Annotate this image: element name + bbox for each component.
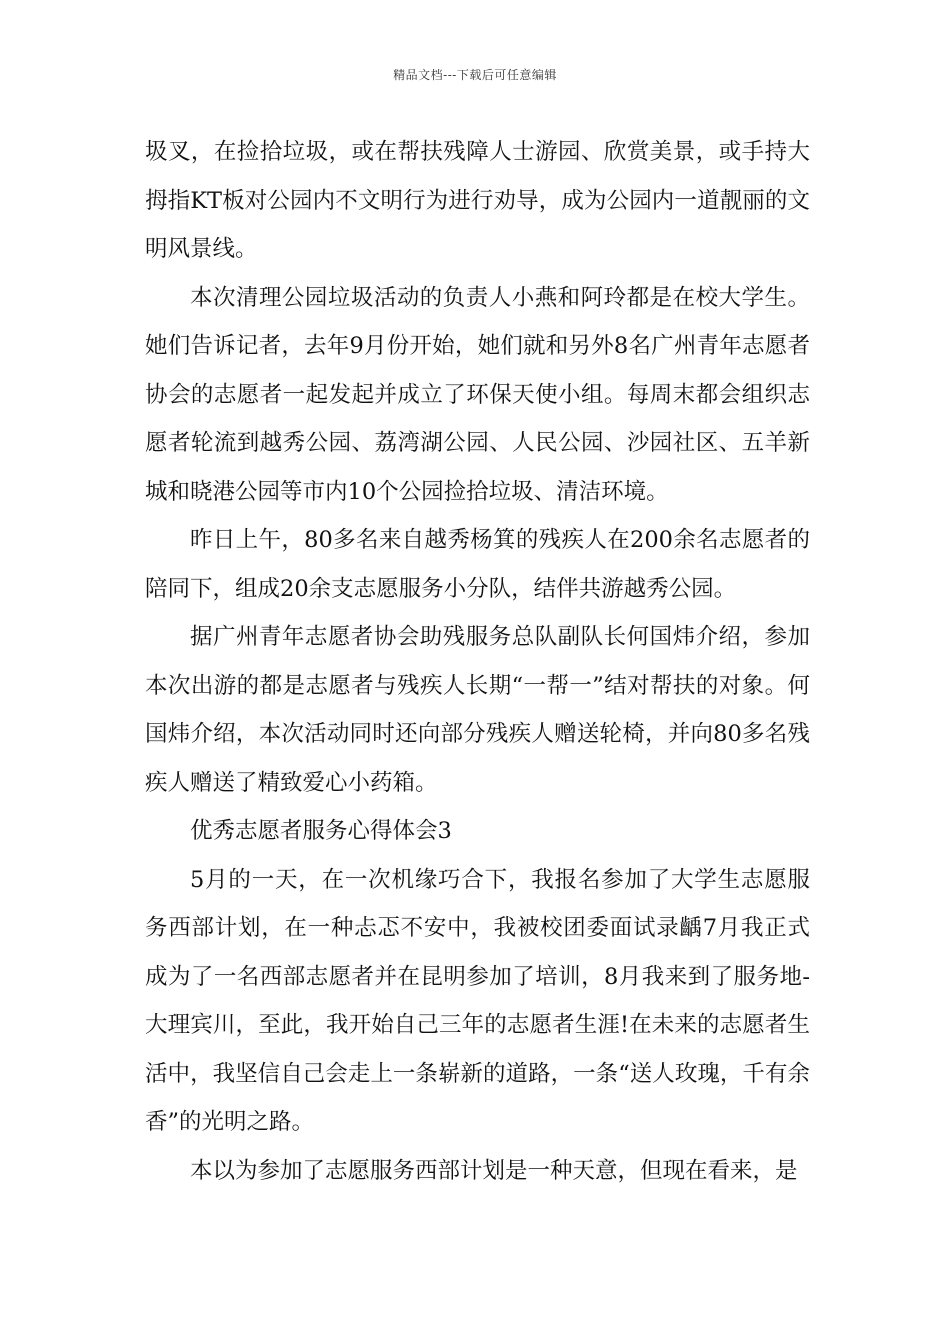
paragraph-5: 5月的一天，在一次机缘巧合下，我报名参加了大学生志愿服务西部计划，在一种忐忑不安中，我被校团委面试录齲7月我正式成为了一名西部志愿者并在昆明参加了培训，8月我来到了服务地-大理宾川，至此，我开始自己三年的志愿者生涯!在未来的志愿者生活中，我坚信自己会走上一条崭新的道路，一条“送人玫瑰，千有余香”的光明之路。 bbox=[145, 866, 810, 1135]
paragraph-2: 本次清理公园垃圾活动的负责人小燕和阿玲都是在校大学生。她们告诉记者，去年9月份开始，她们就和另外8名广州青年志愿者协会的志愿者一起发起并成立了环保天使小组。每周末都会组织志愿者轮流到越秀公园、荔湾湖公园、人民公园、沙园社区、五羊新城和晓港公园等市内10个公园捡拾垃圾、清洁环境。 bbox=[145, 284, 810, 505]
paragraph-3: 昨日上午，80多名来自越秀杨箕的残疾人在200余名志愿者的陪同下，组成20余支志愿服务小分队，结伴共游越秀公园。 bbox=[145, 527, 810, 602]
section-heading: 优秀志愿者服务心得体会3 bbox=[190, 818, 452, 844]
document-body bbox=[145, 128, 810, 1195]
paragraph-4: 据广州青年志愿者协会助残服务总队副队长何国炜介绍，参加本次出游的都是志愿者与残疾人长期“一帮一”结对帮扶的对象。何国炜介绍，本次活动同时还向部分残疾人赠送轮椅，并向80多名残疾人赠送了精致爱心小药箱。 bbox=[145, 624, 810, 796]
paragraph-1: 圾叉，在捡拾垃圾，或在帮扶残障人士游园、欣赏美景，或手持大拇指KT板对公园内不文明行为进行劝导，成为公园内一道靓丽的文明风景线。 bbox=[145, 139, 810, 262]
page-header: 精品文档---下载后可任意编辑 bbox=[393, 68, 557, 82]
paragraph-6: 本以为参加了志愿服务西部计划是一种天意，但现在看来，是 bbox=[190, 1157, 798, 1184]
